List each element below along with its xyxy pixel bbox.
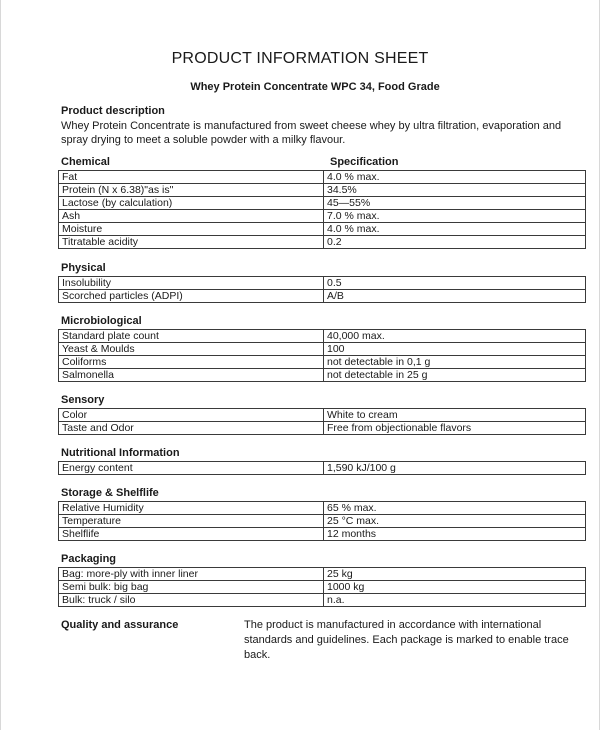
physical-table xyxy=(58,276,586,303)
row-value: 1000 kg xyxy=(324,581,586,594)
row-label: Insolubility xyxy=(59,277,324,290)
row-label: Lactose (by calculation) xyxy=(59,197,324,210)
quality-heading: Quality and assurance xyxy=(61,619,179,631)
table-row xyxy=(59,223,586,236)
chemical-table xyxy=(58,170,586,249)
row-value: 0.5 xyxy=(324,277,586,290)
row-value: 45—55% xyxy=(324,197,586,210)
row-label: Scorched particles (ADPI) xyxy=(59,290,324,303)
chemical-heading: Chemical xyxy=(61,156,110,168)
row-value: 25 kg xyxy=(324,568,586,581)
row-value: 34.5% xyxy=(324,184,586,197)
row-label: Relative Humidity xyxy=(59,502,324,515)
row-label: Temperature xyxy=(59,515,324,528)
table-row xyxy=(59,581,586,594)
table-row xyxy=(59,210,586,223)
row-label: Color xyxy=(59,409,324,422)
row-value: 1,590 kJ/100 g xyxy=(324,462,586,475)
row-value: 12 months xyxy=(324,528,586,541)
page-border-left xyxy=(0,0,1,730)
packaging-table xyxy=(58,567,586,607)
table-row xyxy=(59,528,586,541)
row-label: Salmonella xyxy=(59,369,324,382)
nutrition-heading: Nutritional Information xyxy=(61,447,180,459)
row-label: Titratable acidity xyxy=(59,236,324,249)
row-value: n.a. xyxy=(324,594,586,607)
row-label: Bag: more-ply with inner liner xyxy=(59,568,324,581)
storage-table xyxy=(58,501,586,541)
row-label: Coliforms xyxy=(59,356,324,369)
description-heading: Product description xyxy=(61,105,165,117)
row-value: 40,000 max. xyxy=(324,330,586,343)
sensory-table xyxy=(58,408,586,435)
description-text: Whey Protein Concentrate is manufactured from sweet cheese whey by ultra filtration, evaporation and spray drying to meet a soluble powder with a milky flavour. xyxy=(61,120,562,146)
row-label: Protein (N x 6.38)"as is" xyxy=(59,184,324,197)
nutrition-table xyxy=(58,461,586,475)
table-row xyxy=(59,462,586,475)
table-row xyxy=(59,171,586,184)
row-label: Fat xyxy=(59,171,324,184)
row-label: Shelflife xyxy=(59,528,324,541)
row-value: 4.0 % max. xyxy=(324,223,586,236)
row-value: 4.0 % max. xyxy=(324,171,586,184)
table-row xyxy=(59,422,586,435)
table-row xyxy=(59,290,586,303)
row-value: not detectable in 25 g xyxy=(324,369,586,382)
table-row xyxy=(59,568,586,581)
table-row xyxy=(59,502,586,515)
row-value: 7.0 % max. xyxy=(324,210,586,223)
table-row xyxy=(59,184,586,197)
specification-heading: Specification xyxy=(330,156,399,168)
table-row xyxy=(59,236,586,249)
row-label: Standard plate count xyxy=(59,330,324,343)
page-title: PRODUCT INFORMATION SHEET xyxy=(171,50,429,67)
row-label: Ash xyxy=(59,210,324,223)
page-subtitle: Whey Protein Concentrate WPC 34, Food Grade xyxy=(190,81,440,93)
table-row xyxy=(59,343,586,356)
table-row xyxy=(59,515,586,528)
row-label: Semi bulk: big bag xyxy=(59,581,324,594)
row-value: A/B xyxy=(324,290,586,303)
packaging-heading: Packaging xyxy=(61,553,117,565)
table-row xyxy=(59,369,586,382)
table-row xyxy=(59,197,586,210)
row-value: 25 °C max. xyxy=(324,515,586,528)
table-row xyxy=(59,356,586,369)
physical-heading: Physical xyxy=(61,262,106,274)
table-row xyxy=(59,330,586,343)
sensory-heading: Sensory xyxy=(61,394,105,406)
storage-heading: Storage & Shelflife xyxy=(61,487,159,499)
row-value: White to cream xyxy=(324,409,586,422)
row-value: 65 % max. xyxy=(324,502,586,515)
row-label: Moisture xyxy=(59,223,324,236)
microbiological-table xyxy=(58,329,586,382)
row-label: Taste and Odor xyxy=(59,422,324,435)
row-value: not detectable in 0,1 g xyxy=(324,356,586,369)
row-value: Free from objectionable flavors xyxy=(324,422,586,435)
table-row xyxy=(59,277,586,290)
row-value: 0.2 xyxy=(324,236,586,249)
row-label: Bulk: truck / silo xyxy=(59,594,324,607)
microbiological-heading: Microbiological xyxy=(61,315,142,327)
table-row xyxy=(59,594,586,607)
table-row xyxy=(59,409,586,422)
row-value: 100 xyxy=(324,343,586,356)
quality-text: The product is manufactured in accordance with international standards and guidelines. Each package is marked to enable trace back. xyxy=(244,619,569,661)
row-label: Energy content xyxy=(59,462,324,475)
row-label: Yeast & Moulds xyxy=(59,343,324,356)
